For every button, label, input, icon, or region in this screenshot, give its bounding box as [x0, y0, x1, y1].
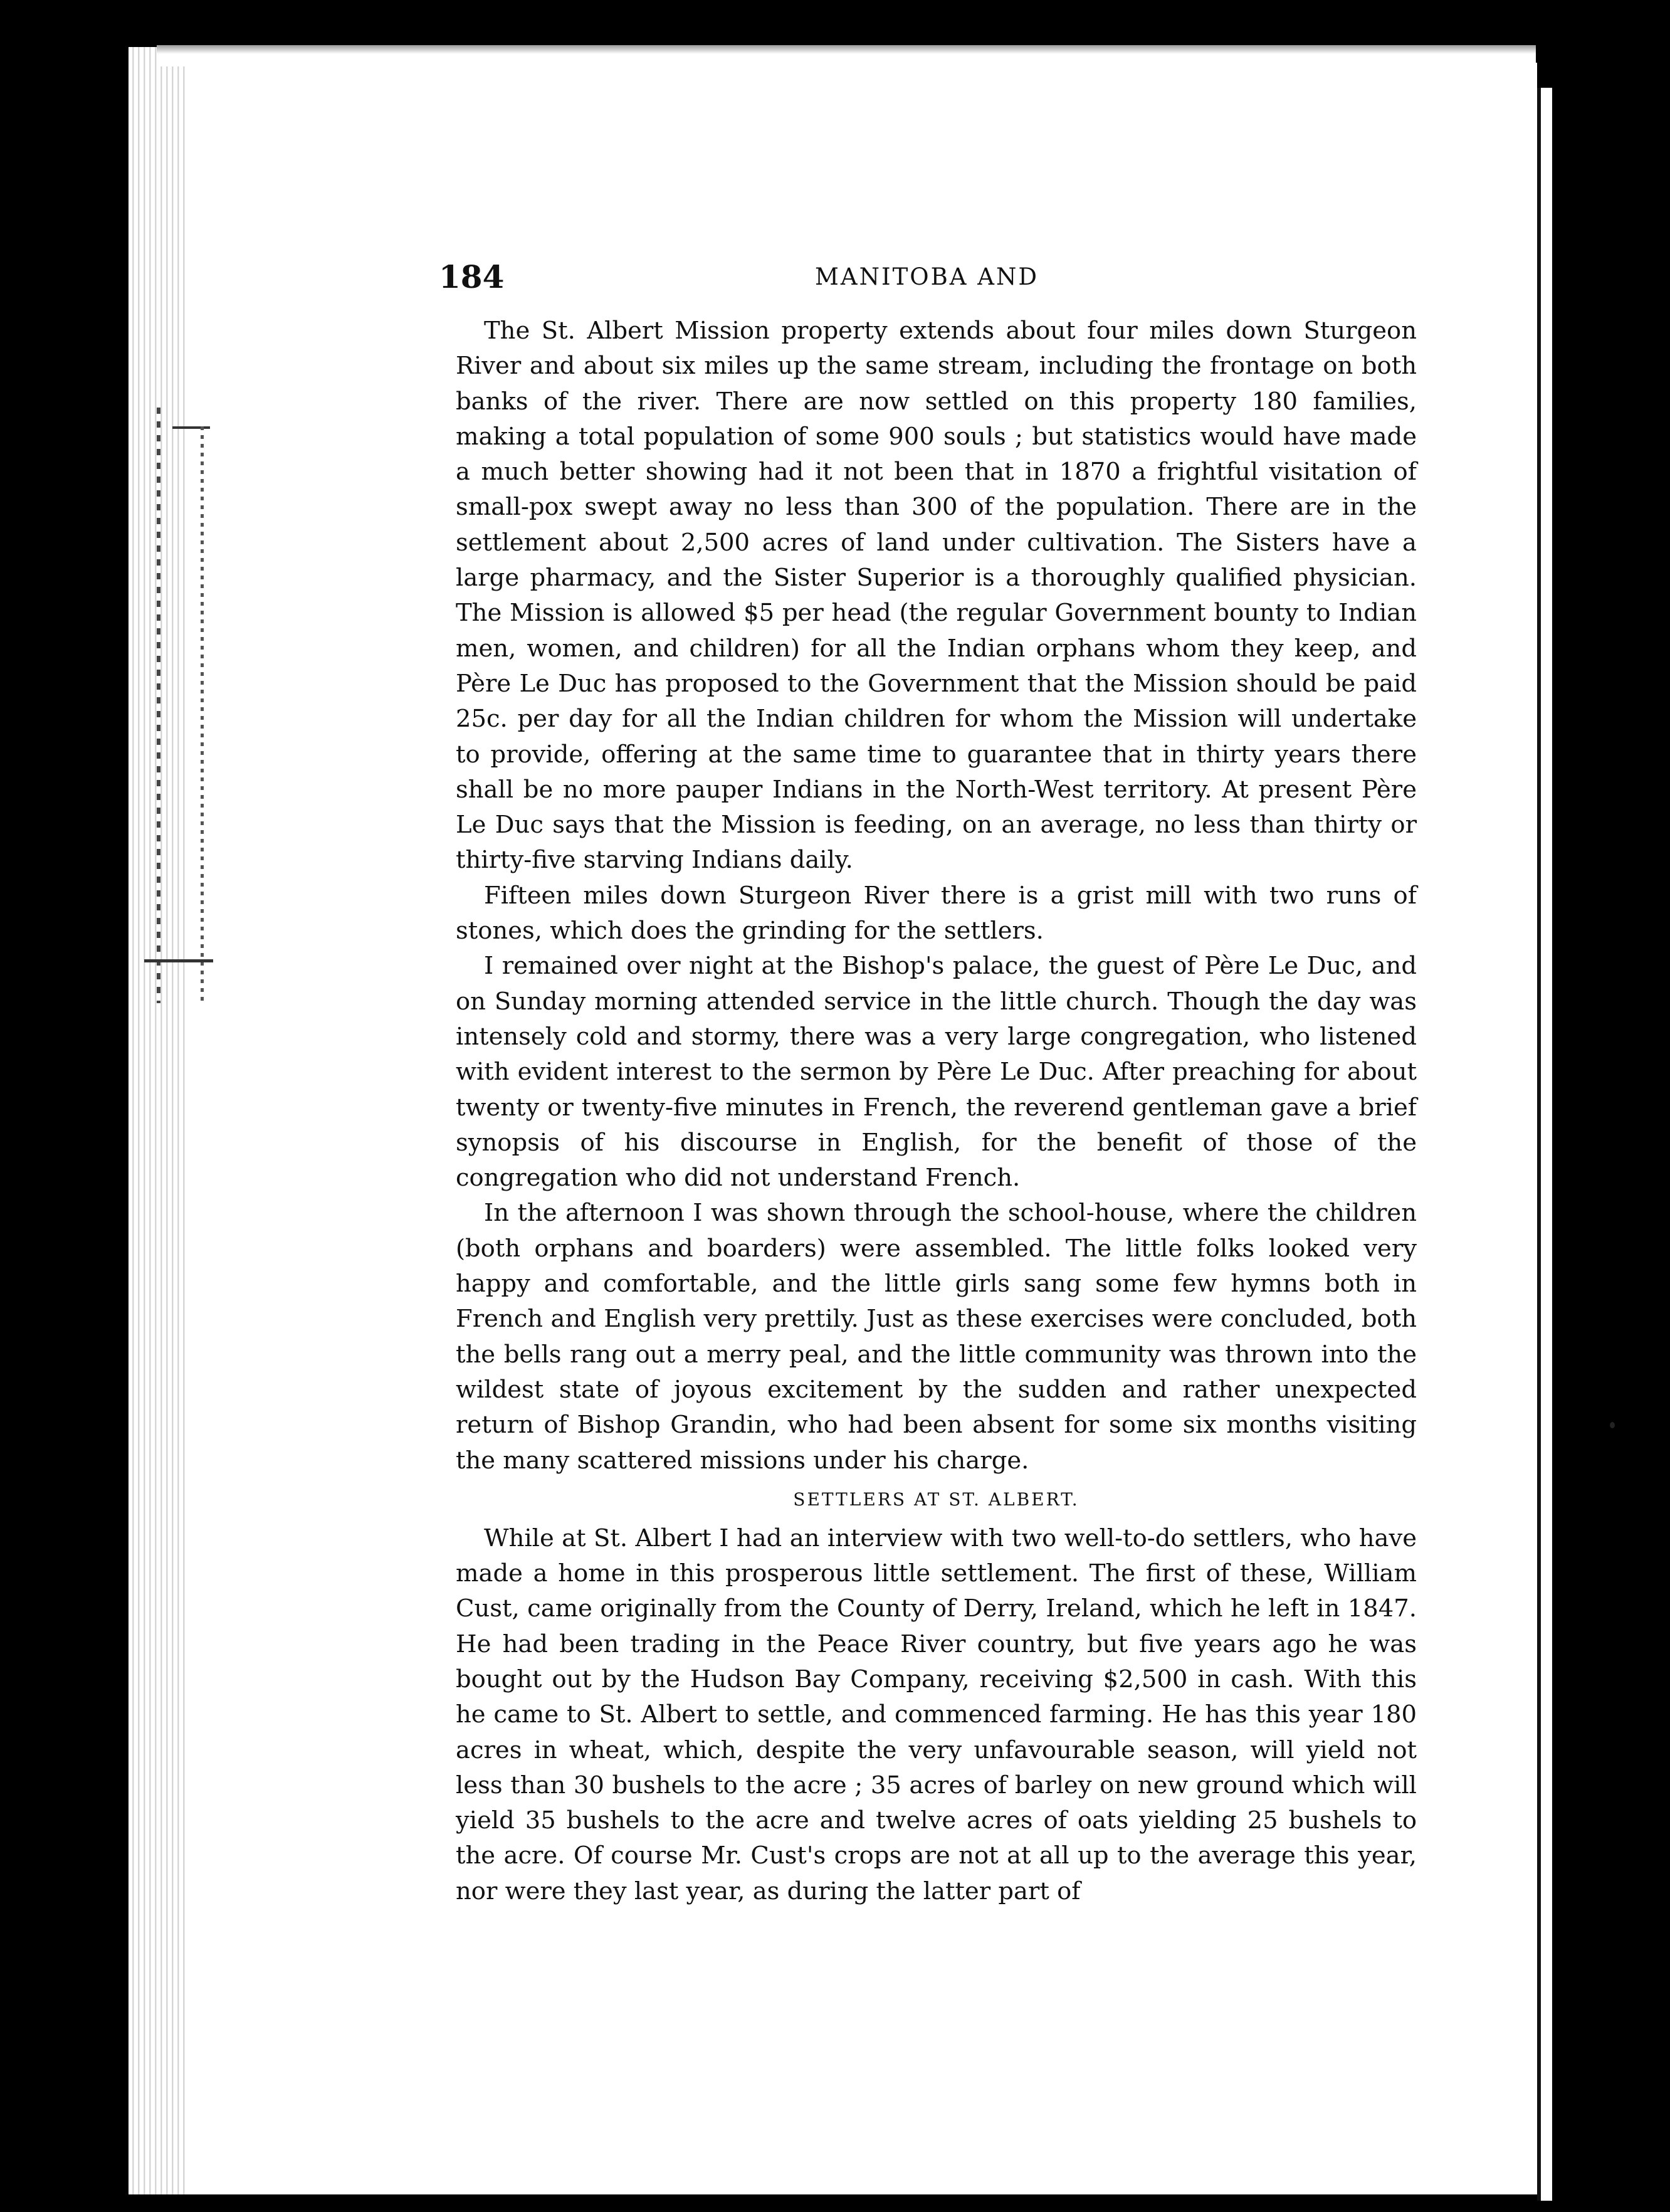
- paragraph: While at St. Albert I had an interview with two well-to-do settlers, who have made a home in this prosperous little settlement. The first of these, William Cust, came originally from the County of Derry, Ireland, which he left in 1847. He had been trading in the Peace River country, but five years ago he was bought out by the Hudson Bay Company, receiving $2,500 in cash. With this he came to St. Albert to settle, and commenced farming. He has this year 180 acres in wheat, which, despite the very unfavourable season, will yield not less than 30 bushels to the acre ; 35 acres of barley on new ground which will yield 35 bushels to the acre and twelve acres of oats yielding 25 bushels to the acre. Of course Mr. Cust's crops are not at all up to the average this year, nor were they last year, as during the latter part of: [456, 1524, 1417, 1905]
- show-through-marks: [132, 408, 219, 1009]
- section-heading: SETTLERS AT ST. ALBERT.: [793, 1488, 1079, 1510]
- page-header: [439, 258, 1417, 302]
- paragraph: In the afternoon I was shown through the school-house, where the children (both orphans and boarders) were assembled. The little folks looked very happy and comfortable, and the little girls sang some few hymns both in French and English very prettily. Just as these exercises were concluded, both the bells rang out a merry peal, and the little community was thrown into the wildest state of joyous excitement by the sudden and rather unexpected return of Bishop Grandin, who had been absent for some six months visiting the many scattered missions under his charge.: [456, 1199, 1417, 1475]
- body-text: [456, 313, 1417, 1909]
- paragraph: Fifteen miles down Sturgeon River there is a grist mill with two runs of stones, which does the grinding for the settlers.: [456, 881, 1417, 945]
- scan-border-right: [1552, 88, 1664, 2201]
- running-head: MANITOBA AND: [815, 263, 1039, 290]
- page-number: 184: [439, 258, 505, 295]
- margin-dot: [1610, 1422, 1615, 1428]
- facing-page-edge: [1537, 88, 1552, 2201]
- paragraph: The St. Albert Mission property extends about four miles down Sturgeon River and about six miles up the same stream, including the frontage on both banks of the river. There are now settled on this property 180 families, making a total population of some 900 souls ; but statistics would have made a much better showing had it not been that in 1870 a frightful visitation of small-pox swept away no less than 300 of the population. There are in the settlement about 2,500 acres of land under cultivation. The Sisters have a large pharmacy, and the Sister Superior is a thoroughly qualified physician. The Mission is allowed $5 per head (the regular Government bounty to Indian men, women, and children) for all the Indian orphans whom they keep, and Père Le Duc has proposed to the Government that the Mission should be paid 25c. per day for all the Indian children for whom the Mission will undertake to provide, offering at the same time to guarantee that in thirty years there shall be no more pauper Indians in the North-West territory. At present Père Le Duc says that the Mission is feeding, on an average, no less than thirty or thirty-five starving Indians daily.: [456, 317, 1417, 875]
- paragraph: I remained over night at the Bishop's palace, the guest of Père Le Duc, and on Sunday morning attended service in the little church. Though the day was intensely cold and stormy, there was a very large congregation, who listened with evident interest to the sermon by Père Le Duc. After preaching for about twenty or twenty-five minutes in French, the reverend gentleman gave a brief synopsis of his discourse in English, for the benefit of those of the congregation who did not understand French.: [456, 952, 1417, 1193]
